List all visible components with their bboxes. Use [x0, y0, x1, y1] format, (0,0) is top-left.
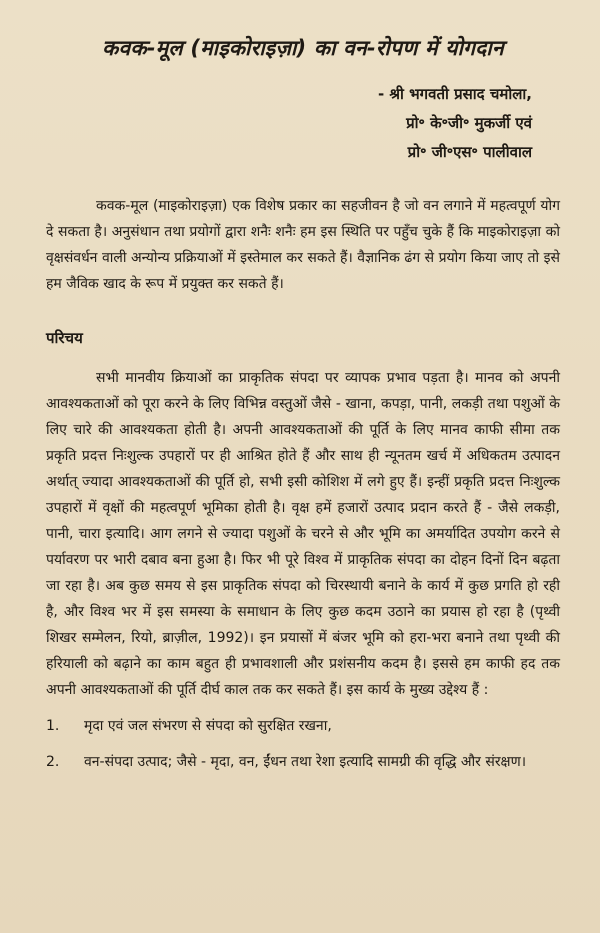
- list-item-text: मृदा एवं जल संभरण से संपदा को सुरक्षित रखना,: [84, 718, 332, 734]
- list-item-text: वन-संपदा उत्पाद; जैसे - मृदा, वन, ईंधन तथा रेशा इत्यादि सामग्री की वृद्धि और संरक्षण।: [84, 754, 527, 770]
- article-title: कवक-मूल (माइकोराइज़ा) का वन-रोपण में योगदान: [102, 36, 504, 60]
- abstract: [46, 193, 560, 297]
- abstract-paragraph: कवक-मूल (माइकोराइज़ा) एक विशेष प्रकार का सहजीवन है जो वन लगाने में महत्वपूर्ण योग दे सकता है। अनुसंधान तथा प्रयोगों द्वारा शनैः शनैः हम इस स्थिति पर पहुँच चुके हैं कि माइकोराइज़ा को वृक्षसंवर्धन वाली अन्योन्य प्रक्रियाओं में इस्तेमाल कर सकते हैं। वैज्ञानिक ढंग से प्रयोग किया जाए तो इसे हम जैविक खाद के रूप में प्रयुक्त कर सकते हैं।: [46, 198, 560, 292]
- author-block: [46, 80, 560, 167]
- author-line: प्रो॰ जी॰एस॰ पालीवाल: [407, 143, 532, 161]
- introduction-paragraph: सभी मानवीय क्रियाओं का प्राकृतिक संपदा पर व्यापक प्रभाव पड़ता है। मानव को अपनी आवश्यकताओं को पूरा करने के लिए विभिन्न वस्तुओं जैसे - खाना, कपड़ा, पानी, लकड़ी तथा पशुओं के लिए चारे की आवश्यकता होती है। अपनी आवश्यकताओं की पूर्ति के लिए मानव काफी सीमा तक प्रकृति प्रदत्त निःशुल्क उपहारों पर ही आश्रित होते हैं और साथ ही न्यूनतम खर्च में अधिकतम उत्पादन अर्थात् ज्यादा आवश्यकताओं की पूर्ति हो, सभी इसी कोशिश में लगे हुए हैं। इन्हीं प्रकृति प्रदत्त निःशुल्क उपहारों में वृक्षों की महत्वपूर्ण भूमिका होती है। वृक्ष हमें हजारों उत्पाद प्रदान करते हैं - जैसे लकड़ी, पानी, चारा इत्यादि। आग लगने से ज्यादा पशुओं के चरने से और भूमि का अमर्यादित उपयोग करने से पर्यावरण पर भारी दबाव बना हुआ है। फिर भी पूरे विश्व में प्राकृतिक संपदा का दोहन दिनों दिन बढ़ता जा रहा है। अब कुछ समय से इस प्राकृतिक संपदा को चिरस्थायी बनाने के कार्य में कुछ प्रगति हो रही है, और विश्व भर में इस समस्या के समाधान के लिए कुछ कदम उठाने का प्रयास हो रहा है (पृथ्वी शिखर सम्मेलन, रियो, ब्राज़ील, 1992)। इन प्रयासों में बंजर भूमि को हरा-भरा बनाने तथा पृथ्वी की हरियाली को बढ़ाने का काम बहुत ही प्रभावशाली और प्रशंसनीय कदम है। इससे हम काफी हद तक अपनी आवश्यकताओं की पूर्ति दीर्घ काल तक कर सकते हैं। इस कार्य के मुख्य उद्देश्य हैं :: [46, 370, 560, 698]
- objectives-list: [46, 713, 560, 775]
- list-item: [46, 713, 560, 739]
- list-item-number: 2.: [46, 754, 60, 770]
- list-item: [46, 749, 560, 775]
- author-line: - श्री भगवती प्रसाद चमोला,: [377, 85, 532, 103]
- list-item-number: 1.: [46, 718, 60, 734]
- author-line: प्रो॰ के॰जी॰ मुकर्जी एवं: [406, 114, 532, 132]
- section-heading: परिचय: [46, 329, 83, 347]
- introduction-body: [46, 365, 560, 703]
